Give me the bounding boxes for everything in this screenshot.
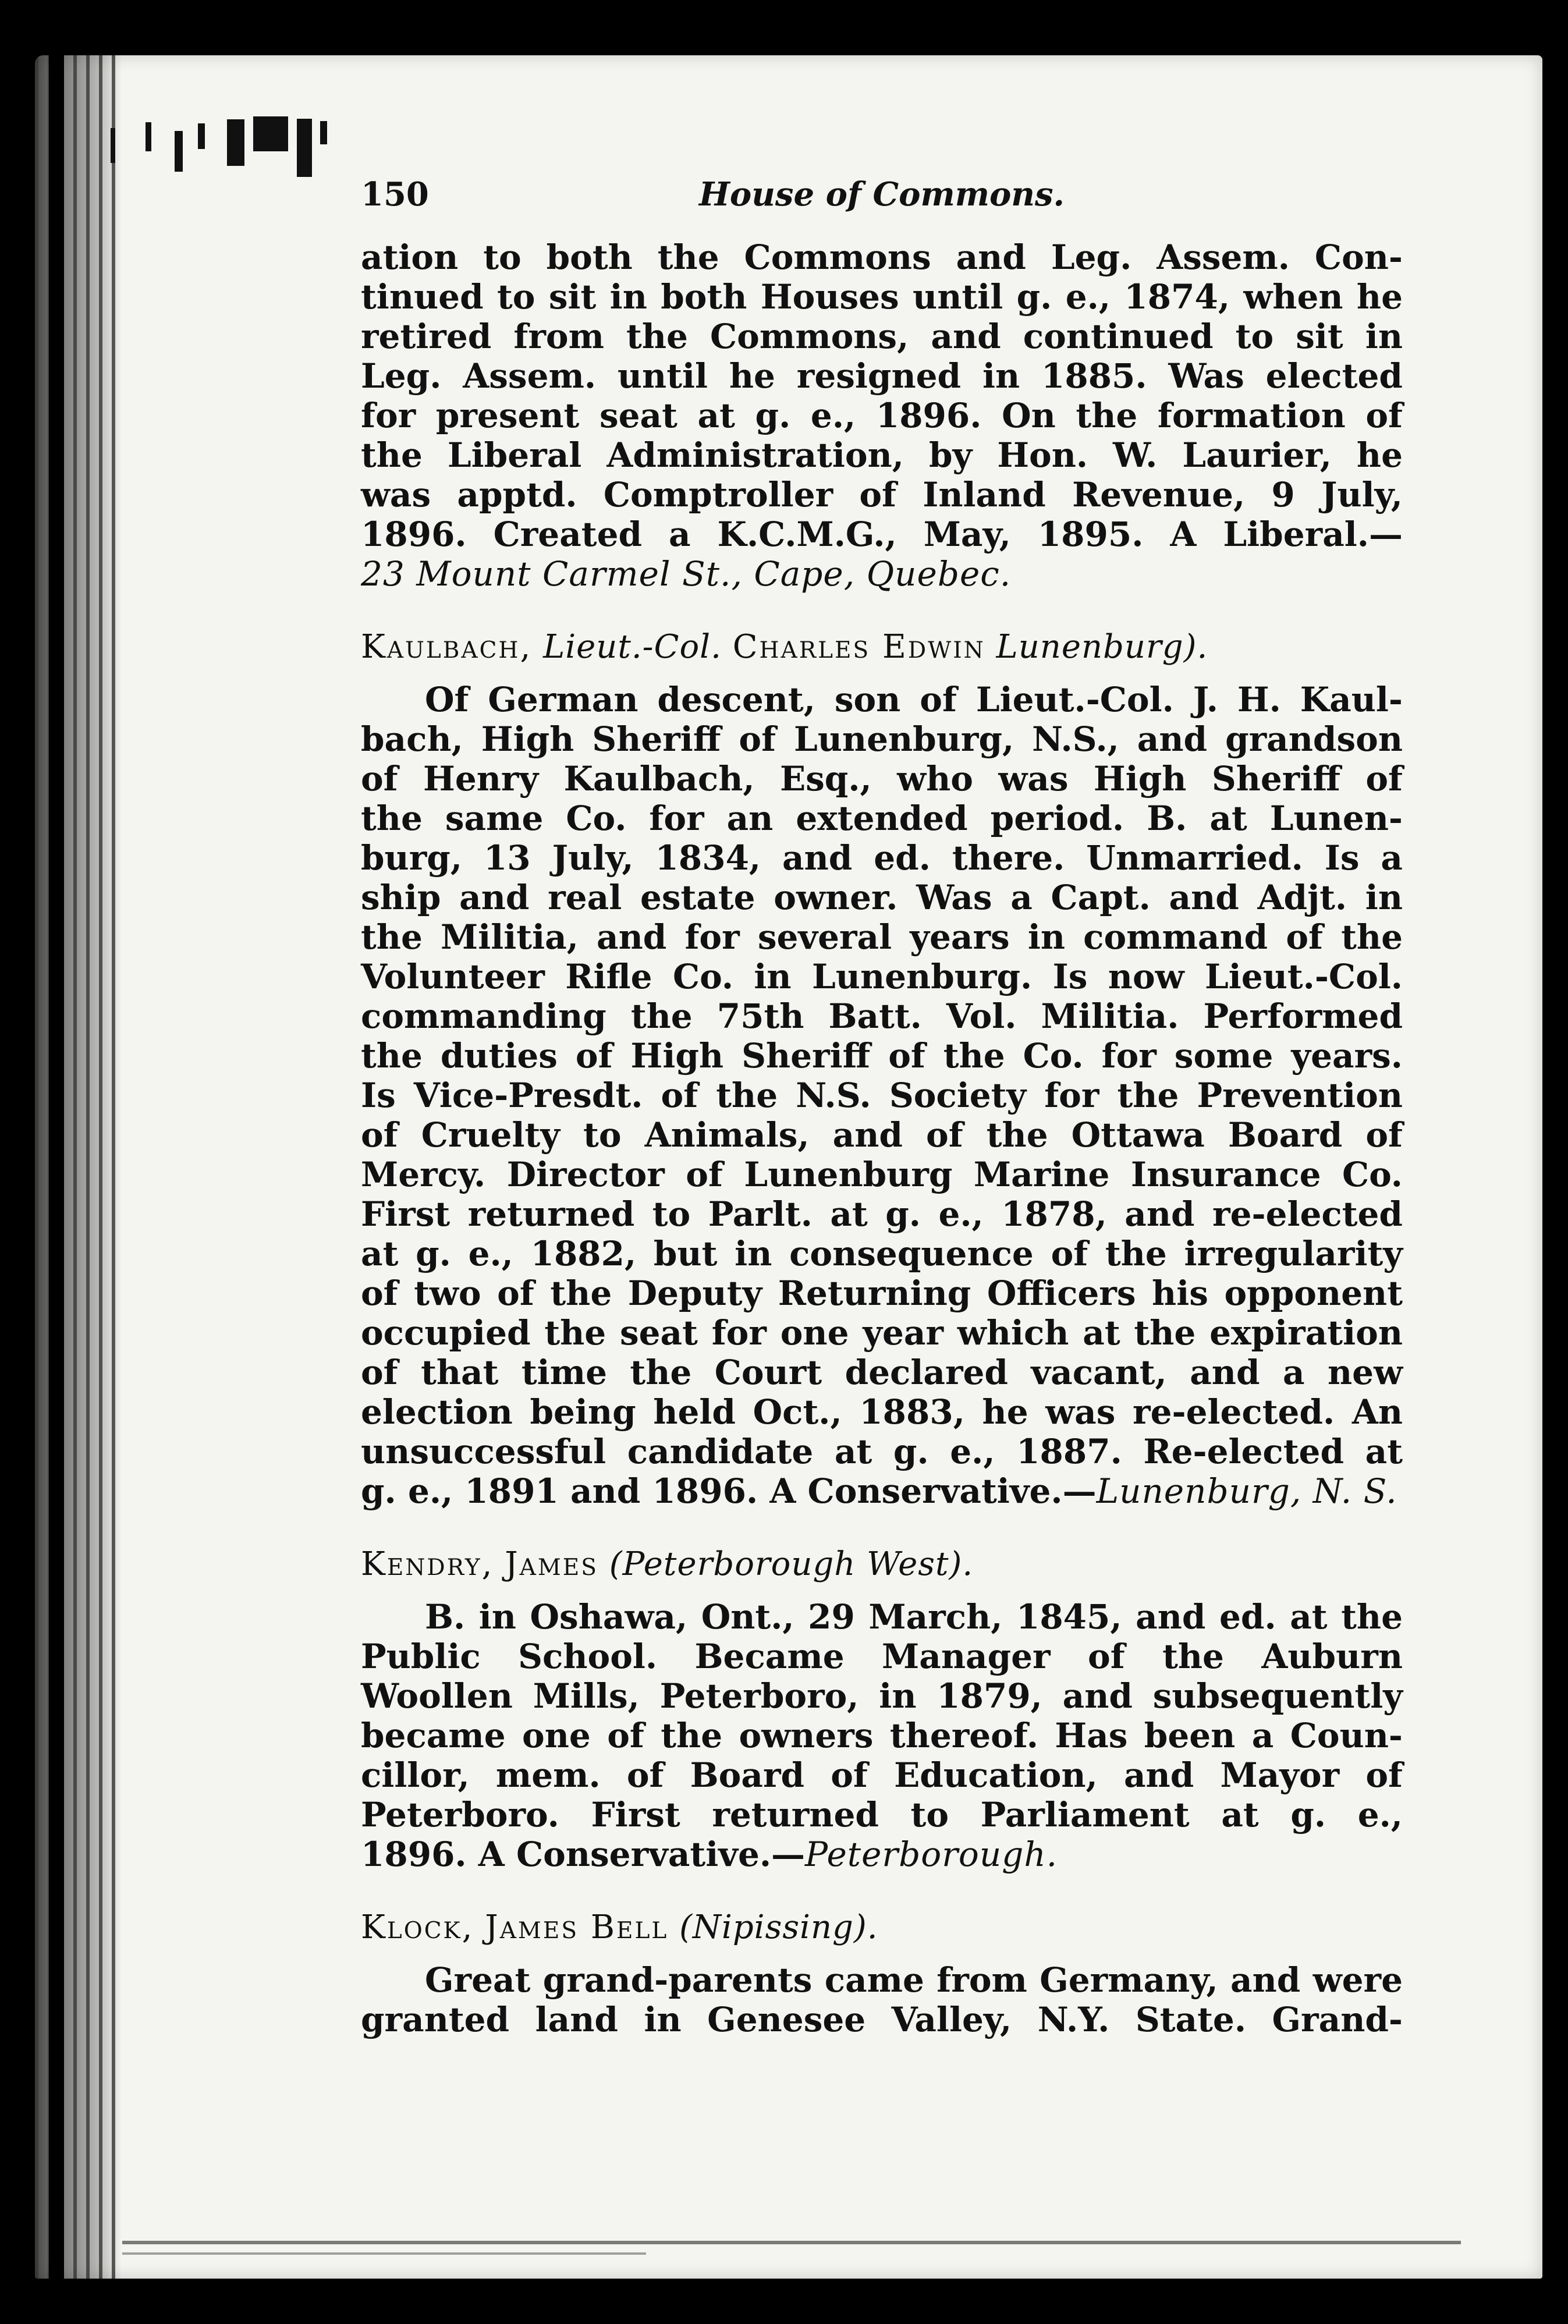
text-line: cillor, mem. of Board of Education, and Mayor of xyxy=(361,1755,1403,1795)
book-spine xyxy=(49,55,64,2279)
bottom-edge-damage xyxy=(122,2235,1461,2270)
entry-surname: Kendry, xyxy=(361,1545,494,1583)
continuation-paragraph xyxy=(361,237,1403,594)
text-line-final xyxy=(361,1471,1403,1511)
text-line: of two of the Deputy Returning Officers his opponent xyxy=(361,1273,1403,1313)
text-line: of that time the Court declared vacant, and a new xyxy=(361,1353,1403,1392)
text-line: retired from the Commons, and continued to sit in xyxy=(361,317,1403,356)
closing-text: 1896. A Conservative.— xyxy=(361,1835,806,1874)
text-line: 1896. Created a K.C.M.G., May, 1895. A Liberal.— xyxy=(361,515,1403,554)
entry-given-names: James xyxy=(505,1545,598,1583)
text-line: Is Vice-Presdt. of the N.S. Society for the Prevention xyxy=(361,1076,1403,1115)
entry-rank: Lieut.-Col. xyxy=(543,628,722,666)
entry-heading-kaulbach xyxy=(361,627,1403,667)
text-line: was apptd. Comptroller of Inland Revenue, 9 July, xyxy=(361,475,1403,515)
page-gutter-damage xyxy=(35,55,122,2279)
closing-address: Peterborough. xyxy=(805,1835,1058,1874)
text-line: election being held Oct., 1883, he was re-elected. An xyxy=(361,1392,1403,1432)
entry-constituency: (Peterborough West). xyxy=(609,1545,974,1583)
entry-body-kendry xyxy=(361,1597,1403,1874)
text-line: Public School. Became Manager of the Auburn xyxy=(361,1637,1403,1676)
entry-surname: Klock, xyxy=(361,1908,474,1946)
text-line: of Cruelty to Animals, and of the Ottawa Board of xyxy=(361,1115,1403,1155)
text-line: burg, 13 July, 1834, and ed. there. Unmarried. Is a xyxy=(361,838,1403,878)
text-line: the duties of High Sheriff of the Co. for some years. xyxy=(361,1036,1403,1076)
text-line-final xyxy=(361,1835,1403,1874)
entry-constituency: (Nipissing). xyxy=(679,1908,878,1946)
text-line: Volunteer Rifle Co. in Lunenburg. Is now Lieut.-Col. xyxy=(361,957,1403,996)
entry-heading-kendry xyxy=(361,1545,1403,1584)
text-line: Woollen Mills, Peterboro, in 1879, and subsequently xyxy=(361,1676,1403,1716)
text-line: for present seat at g. e., 1896. On the formation of xyxy=(361,396,1403,435)
text-line: became one of the owners thereof. Has been a Coun- xyxy=(361,1716,1403,1755)
text-line: bach, High Sheriff of Lunenburg, N.S., and grandson xyxy=(361,719,1403,759)
address-line: 23 Mount Carmel St., Cape, Quebec. xyxy=(361,554,1012,594)
text-line: Great grand-parents came from Germany, and were xyxy=(425,1960,1403,2000)
text-line: granted land in Genesee Valley, N.Y. State. Grand- xyxy=(361,2000,1403,2039)
entry-surname: Kaulbach, xyxy=(361,628,533,666)
text-line: the same Co. for an extended period. B. at Lunen- xyxy=(361,799,1403,838)
page-number: 150 xyxy=(361,175,429,214)
text-line: unsuccessful candidate at g. e., 1887. Re-elected at xyxy=(361,1432,1403,1471)
text-line: Peterboro. First returned to Parliament at g. e., xyxy=(361,1795,1403,1835)
text-line: Leg. Assem. until he resigned in 1885. Was elected xyxy=(361,356,1403,396)
text-line: Mercy. Director of Lunenburg Marine Insurance Co. xyxy=(361,1155,1403,1194)
text-line: ship and real estate owner. Was a Capt. and Adjt. in xyxy=(361,878,1403,917)
text-line: tinued to sit in both Houses until g. e., 1874, when he xyxy=(361,277,1403,317)
entry-body-klock xyxy=(361,1960,1403,2039)
text-line: Of German descent, son of Lieut.-Col. J. H. Kaul- xyxy=(425,680,1403,719)
entry-heading-klock xyxy=(361,1908,1403,1947)
running-head xyxy=(361,175,1403,221)
closing-text: g. e., 1891 and 1896. A Conservative.— xyxy=(361,1471,1097,1511)
text-line: First returned to Parlt. at g. e., 1878, and re-elected xyxy=(361,1194,1403,1234)
text-line: occupied the seat for one year which at the expiration xyxy=(361,1313,1403,1353)
text-line: the Militia, and for several years in command of the xyxy=(361,917,1403,957)
text-line: commanding the 75th Batt. Vol. Militia. Performed xyxy=(361,996,1403,1036)
ink-blot-top-left xyxy=(111,116,343,186)
entry-constituency: Lunenburg). xyxy=(996,628,1208,666)
text-line: of Henry Kaulbach, Esq., who was High Sheriff of xyxy=(361,759,1403,799)
running-title: House of Commons. xyxy=(698,175,1065,214)
page-text xyxy=(361,175,1403,2039)
text-line: the Liberal Administration, by Hon. W. Laurier, he xyxy=(361,435,1403,475)
text-line: at g. e., 1882, but in consequence of the irregularity xyxy=(361,1234,1403,1273)
entry-body-kaulbach xyxy=(361,680,1403,1511)
text-line: ation to both the Commons and Leg. Assem. Con- xyxy=(361,237,1403,277)
entry-given-names: James Bell xyxy=(485,1908,669,1946)
closing-address: Lunenburg, N. S. xyxy=(1096,1471,1397,1511)
entry-given-names: Charles Edwin xyxy=(732,628,985,666)
text-line: B. in Oshawa, Ont., 29 March, 1845, and ed. at the xyxy=(425,1597,1403,1637)
